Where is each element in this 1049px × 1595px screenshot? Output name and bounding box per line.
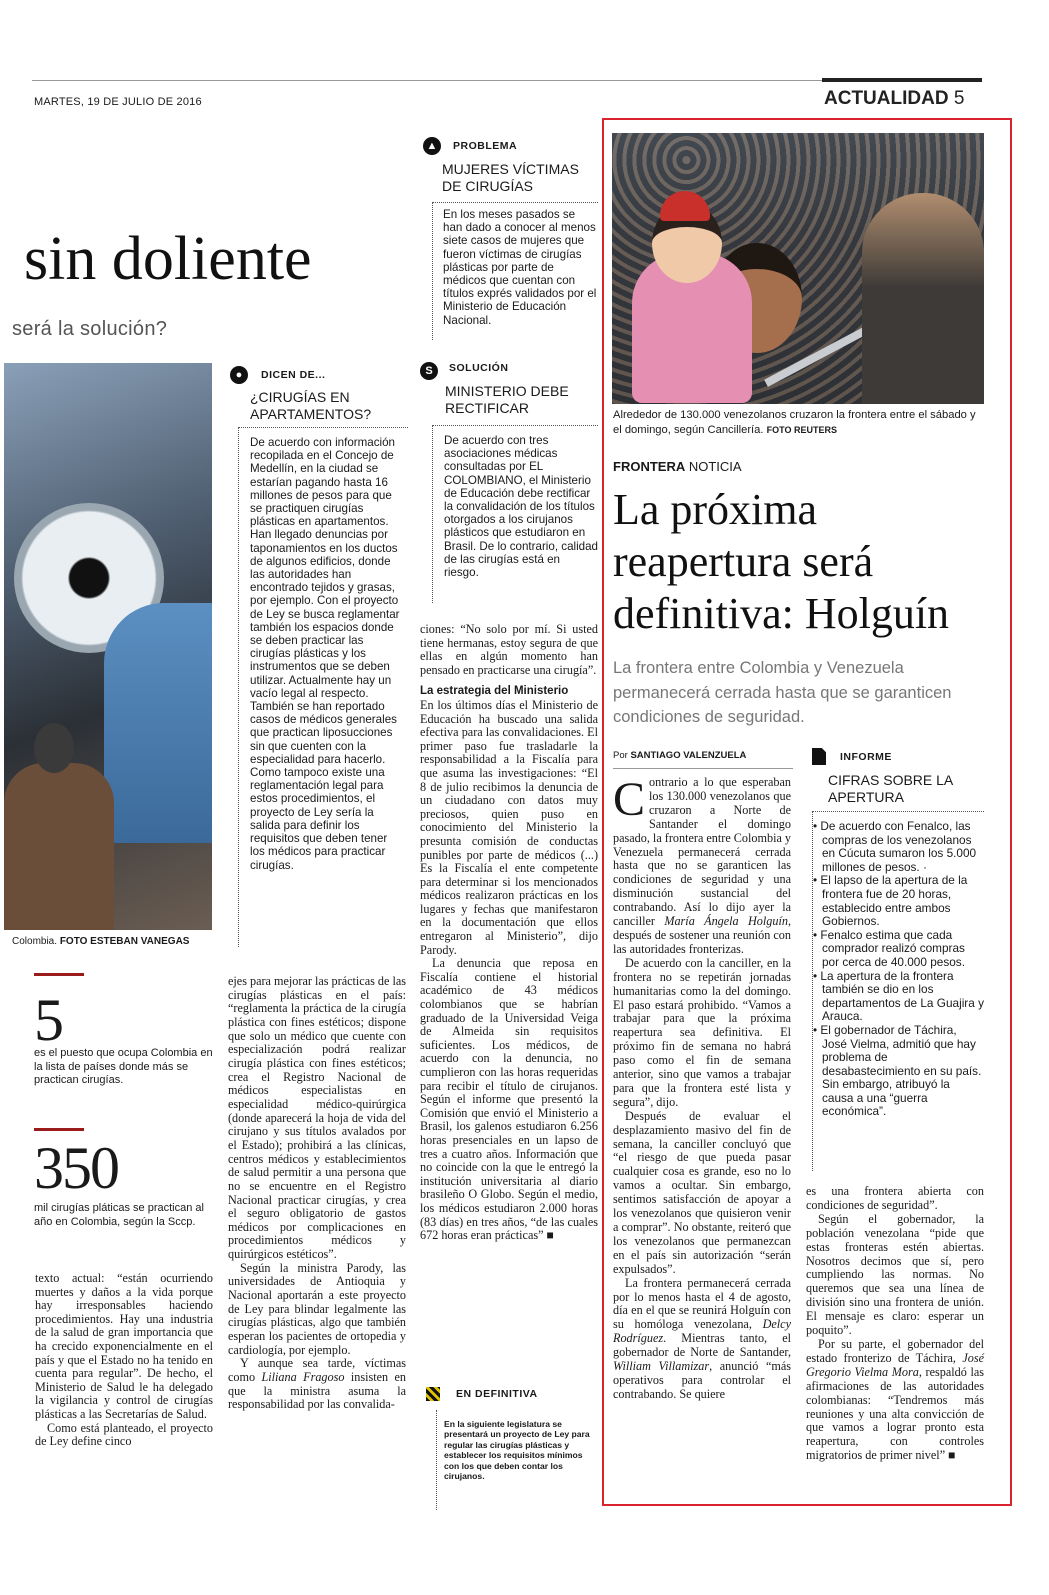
elderly-man-figure xyxy=(862,193,984,404)
person-name: Liliana Fragoso xyxy=(261,1370,345,1385)
informe-list xyxy=(812,820,984,1119)
text-run: , anunció “más operativos para controlar el contrabando. Se quiere xyxy=(613,1359,791,1401)
right-deck: La frontera entre Colombia y Venezuela permanecerá cerrada hasta que se garanticen condiciones de seguridad. xyxy=(613,659,952,726)
speech-icon: ● xyxy=(230,366,248,384)
paragraph: texto actual: “están ocurriendo muertes y daños a la vida porque hay irresponsables haciendo procedimientos. Hay una industria de la salud de gran importancia que ha crecido exponencialmente en el país y que el Estado no ha tenido en cuenta para regular”. De hecho, el Ministerio de Salud le ha delegado la vigilancia y control de cirugías plásticas a las Secretarías de Salud. xyxy=(35,1271,213,1421)
caption-text: Colombia. xyxy=(12,936,58,947)
person-name: María Ángela Holguín xyxy=(664,914,788,929)
patient-figure xyxy=(4,763,114,930)
paragraph: Según el gobernador, la población venezolana “pide que estas fronteras estén abiertas. Nosotros decimos que sí, pero cumpliendo las normas. No queremos que sea una línea de división sino una frontera de unión. El mensaje es claro: esperar un poquito”. xyxy=(806,1211,984,1338)
kicker-rest: NOTICIA xyxy=(685,459,742,474)
left-headline: sin doliente xyxy=(24,225,312,293)
person-name: William Villamizar xyxy=(613,1359,710,1374)
text-run: insisten en que la ministra asuma la responsabilidad por las convalida- xyxy=(228,1370,407,1412)
box-kicker: INFORME xyxy=(840,751,892,763)
paragraph: ciones: “No solo por mí. Si usted tiene hermanas, estoy segura de que ellas en algún momento han pensado en practicarse una cirugía”. xyxy=(420,622,598,677)
kicker-bold: FRONTERA xyxy=(613,459,686,474)
paragraph xyxy=(806,1338,984,1463)
page-number: 5 xyxy=(953,88,965,109)
stat-text: mil cirugías pláticas se practican al año en Colombia, según la Sccp. xyxy=(34,1202,204,1228)
subhead: La estrategia del Ministerio xyxy=(420,685,569,698)
paragraph: La denuncia que reposa en Fiscalía contiene el historial académico de 43 médicos colombianos que se habrían graduado de la Universidad Veiga de Almeida sin requisitos suficientes. Los médicos, de acuerdo con la denuncia, no cumplieron con las horas requeridas para recibir el título de cirujanos. Según el informe que presentó la Comisión que envió el Ministerio a Brasil, los galenos estudiaron 6.256 horas presenciales en un lapso de tres a cuatro años. Información que no coincide con la que le entregó la institución universitaria al diario brasileño O Globo. Según el medio, los médicos estudiaron 2.000 horas (83 días) en tres años, “de las cuales 672 horas eran prácticas” ■ xyxy=(420,956,598,1243)
paragraph: es una frontera abierta con condiciones de seguridad”. xyxy=(806,1184,984,1212)
stat-divider xyxy=(34,973,84,976)
paragraph: Como está planteado, el proyecto de Ley define cinco xyxy=(35,1420,213,1449)
issue-date: MARTES, 19 DE JULIO DE 2016 xyxy=(34,96,202,108)
stat-divider xyxy=(34,1128,84,1131)
byline xyxy=(613,750,746,761)
drop-cap: C xyxy=(613,773,646,826)
section-rule xyxy=(822,78,982,82)
text-run: Y aunque sea tarde, víctimas como xyxy=(228,1356,406,1385)
box-text: En la siguiente legislatura se presentará un proyecto de Ley para regular las cirugías plásticas y establecer los requisitos mínimos con los que deben contar los cirujanos. xyxy=(444,1419,590,1482)
box-rule xyxy=(238,427,408,428)
section-title xyxy=(824,88,964,110)
box-side-rule xyxy=(238,427,239,947)
left-photo-caption xyxy=(12,936,189,947)
article-column xyxy=(420,623,598,1243)
caption-text: Alrededor de 130.000 venezolanos cruzaron la frontera entre el sábado y el domingo, según Cancillería. xyxy=(613,409,976,436)
list-item: • De acuerdo con Fenalco, las compras de los venezolanos en Cúcuta sumaron los 5.000 millones de pesos. · xyxy=(813,819,977,874)
box-text: De acuerdo con información recopilada en el Concejo de Medellín, en la ciudad se estarían pagando hasta 16 millones de pesos para que se practiquen cirugías plásticas en apartamentos. Han llegado denuncias por taponamientos en los ductos de algunos edificios, donde las autoridades han encontrado tejidos y grasas, por ejemplo. Con el proyecto de Ley se busca reglamentar también los espacios donde se deben practicar las cirugías plásticas y los instrumentos que se deben utilizar. Actualmente hay un vacío legal al respecto. También se han reportado casos de médicos generales que practican liposucciones sin que cuenten con la especialidad para hacerlo. Como tampoco existe una reglamentación legal para estos procedimientos, el proyecto de Ley sería la salida para definir los requisitos que deben tener los médicos para practicar cirugías. xyxy=(250,436,400,872)
surgery-photo xyxy=(4,363,212,930)
paragraph: ejes para mejorar las prácticas de las cirugías plásticas en el país: “reglamenta la práctica de la cirugía plástica con fines estéticos; dispone que solo un médico que cuente con especialización podrá realizar cirugía plástica con fines estéticos; crea el Registro Nacional de médicos especialistas en especialidad médico-quirúrgica (donde aparecerá la hoja de vida del cirujano y sus títulos avalados por el Estado); prohibirá a las clínicas, centros médicos y establecimientos de salud permitir a una persona que no se encuentre en el Registro Nacional practicar cirugías, y crea el seguro obligatorio de gastos médicos por complicaciones en procedimientos médicos y quirúrgicos estéticos”. xyxy=(228,974,406,1262)
stat-number: 350 xyxy=(34,1135,118,1201)
author-name: SANTIAGO VALENZUELA xyxy=(630,750,747,761)
text-run: , después de sostener una reunión con las autoridades fronterizas. xyxy=(613,914,791,956)
person-name: Delcy Rodríguez xyxy=(613,1317,791,1346)
solution-icon: S xyxy=(420,362,438,380)
box-title: ¿CIRUGÍAS EN APARTAMENTOS? xyxy=(250,389,372,422)
list-item: • El lapso de la apertura de la frontera fue de 20 horas, establecido entre ambos Gobiernos. xyxy=(813,873,968,929)
border-crowd-photo xyxy=(612,133,984,404)
document-icon xyxy=(812,748,826,765)
box-kicker: SOLUCIÓN xyxy=(449,362,509,374)
box-kicker: EN DEFINITIVA xyxy=(456,1388,538,1400)
surgeon-figure xyxy=(104,603,212,843)
box-rule xyxy=(432,202,598,203)
stat-text: es el puesto que ocupa Colombia en la lista de países donde más se practican cirugías. xyxy=(34,1047,213,1086)
box-title: MUJERES VÍCTIMAS DE CIRUGÍAS xyxy=(442,161,579,194)
paragraph: De acuerdo con la canciller, en la frontera no se repetirán jornadas humanitarias como la del domingo. El paso estará prohibido. “Vamos a trabajar para que la próxima reapertura sea definitiva. El próximo fin de semana no habrá paso como el fin de semana anterior, sino que vamos a trabajar para que la frontera esté lista y segura”, dijo. xyxy=(613,955,791,1109)
person-name: José Gregorio Vielma Mora xyxy=(806,1350,984,1379)
box-title: MINISTERIO DEBE RECTIFICAR xyxy=(445,383,569,416)
list-item: • La apertura de la frontera también se dio en los departamentos de La Guajira y Arauca. xyxy=(813,968,984,1024)
section-name: ACTUALIDAD xyxy=(824,88,949,109)
box-text: De acuerdo con tres asociaciones médicas consultadas por EL COLOMBIANO, el Ministerio de Educación debe rectificar la convalidación de los títulos otorgados a los cirujanos plásticos que estudiaron en Brasil. De lo contrario, calidad de las cirugías está en riesgo. xyxy=(444,434,599,580)
list-item: • El gobernador de Táchira, José Vielma, admitió que hay problema de desabastecimiento en su país. Sin embargo, atribuyó la causa a una “guerra económica”. xyxy=(813,1022,982,1119)
paragraph xyxy=(613,1277,791,1402)
stat-number: 5 xyxy=(34,987,64,1053)
photo-credit: FOTO ESTEBAN VANEGAS xyxy=(59,936,190,947)
paragraph: Según la ministra Parody, las universidades de Antioquia y Nacional aportarán a este proyecto de Ley para blindar legalmente las cirugías plásticas, algo que también esperan los pacientes de ortopedia y cardiología, por ejemplo. xyxy=(228,1260,406,1357)
paragraph: En los últimos días el Ministerio de Educación ha buscado una salida efectiva para las convalidaciones. El primer paso fue trasladarle la responsabilidad a la Fiscalía para que asuma las investigaciones: “El 8 de julio recibimos la denuncia de un ciudadano con datos muy preciosos, quien puso en conocimiento del Ministerio la presunta comisión de conductas punibles por parte de médicos (...) Es la Fiscalía el ente competente para determinar si los mencionados médicos realizaron prácticas en los lugares y fechas que manifestaron en la documentación que ellos entregaron al Ministerio”, dijo Parody. xyxy=(420,697,598,957)
text-run: La frontera permanecerá cerrada por lo menos hasta el 4 de agosto, día en el que se reunirá Holguín con su homóloga venezolana, xyxy=(613,1275,791,1332)
article-column xyxy=(35,1272,213,1449)
text-run: . Mientras tanto, el gobernador de Norte de Santander, xyxy=(613,1331,791,1360)
list-item: • Fenalco estima que cada comprador realizó compras por cerca de 40.000 pesos. xyxy=(813,927,965,969)
paragraph xyxy=(613,773,792,957)
paragraph: Después de evaluar el desplazamiento masivo del fin de semana, la canciller concluyó que “el riesgo de que pueda pasar cualquier cosa es grande, eso no lo vamos a ocultar. Sin embargo, sentimos satisfacción de apoyar a los venezolanos que quisieron venir a comprar”. No obstante, reiteró que los venezolanos que permanezcan en el país sin autorización “serán expulsados”. xyxy=(613,1108,791,1276)
box-kicker: DICEN DE... xyxy=(261,369,326,381)
text-run: ontrario a lo que esperaban los 130.000 venezolanos que cruzaron a Norte de Santander el domingo pasado, la frontera entre Colombia y Venezuela permanecerá cerrada hasta que no se garanticen las condiciones de seguridad y una disminución sustancial del contrabando. Así lo dijo ayer la canciller xyxy=(613,775,792,929)
text-run: , respaldó las afirmaciones de las autoridades colombianas: “Tendremos más reuniones y una alta convicción de que vamos a lograr pronto esta reapertura, con controles migratorios de primer nivel” ■ xyxy=(806,1364,984,1463)
text-run: Por su parte, el gobernador del estado fronterizo de Táchira, xyxy=(806,1336,984,1365)
box-title: CIFRAS SOBRE LA APERTURA xyxy=(828,772,953,805)
story-kicker xyxy=(613,459,742,474)
box-kicker: PROBLEMA xyxy=(453,140,518,152)
box-rule xyxy=(432,425,598,426)
article-column xyxy=(613,773,792,1402)
right-headline: La próxima reapertura será definitiva: Holguín xyxy=(613,485,950,638)
box-side-rule xyxy=(432,202,433,340)
right-photo-caption xyxy=(613,408,983,437)
photo-credit: FOTO REUTERS xyxy=(766,424,837,435)
article-column xyxy=(228,975,406,1412)
checkered-icon xyxy=(426,1387,440,1401)
box-side-rule xyxy=(436,1410,437,1510)
left-deck: será la solución? xyxy=(12,318,168,340)
box-text: En los meses pasados se han dado a conocer al menos siete casos de mujeres que fueron víctimas de cirugías plásticas por parte de médicos que cuentan con títulos exprés validados por el Ministerio de Educación Nacional. xyxy=(443,208,597,327)
paragraph xyxy=(228,1357,406,1412)
byline-prefix: Por xyxy=(613,750,631,761)
box-rule xyxy=(812,811,984,812)
warning-icon: ▲ xyxy=(423,137,441,155)
byline-rule xyxy=(613,768,793,769)
article-column xyxy=(806,1185,984,1463)
box-side-rule xyxy=(432,425,433,603)
nurse-figure xyxy=(34,723,74,773)
